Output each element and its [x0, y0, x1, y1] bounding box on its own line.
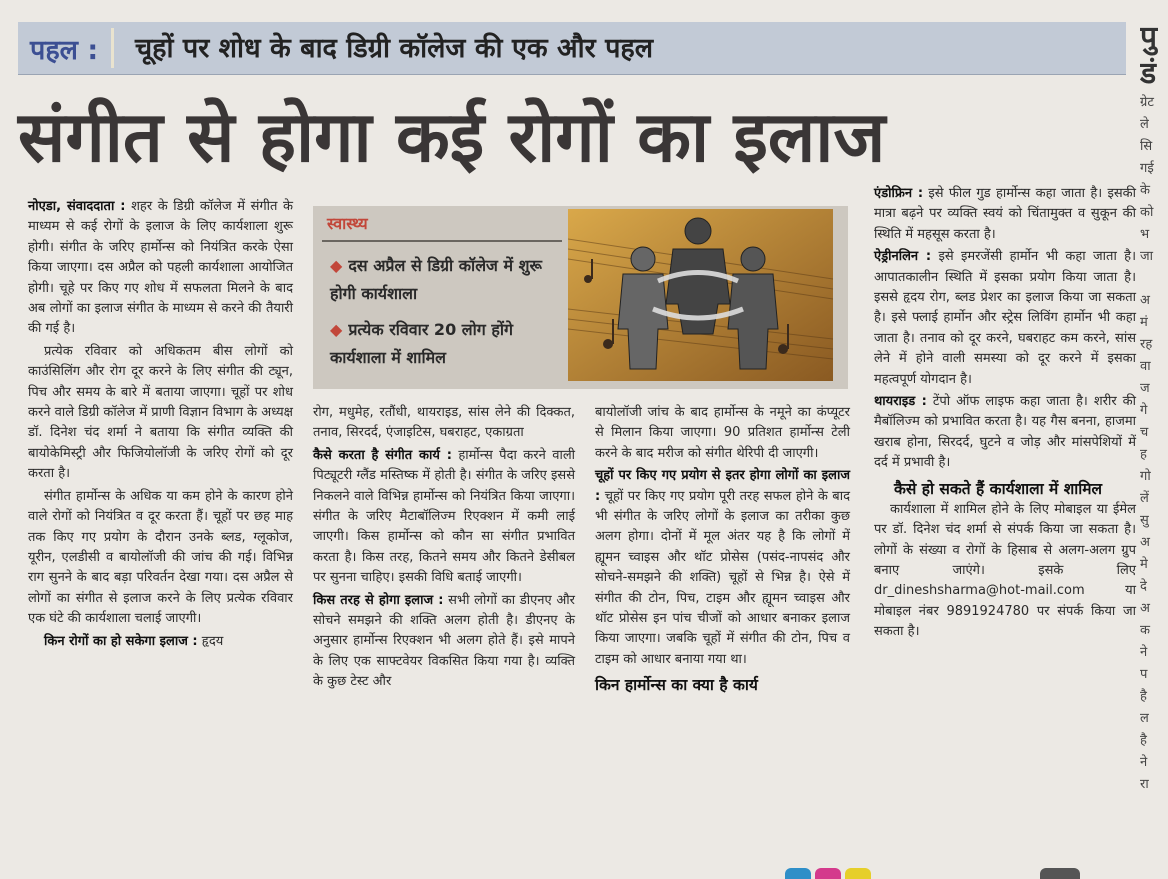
print-mark	[815, 868, 841, 879]
article-column-2	[313, 403, 575, 695]
adjacent-headline-fragment: पु डं	[1140, 20, 1158, 91]
music-people-icon	[568, 209, 833, 381]
paragraph: कैसे करता है संगीत कार्य : हार्मोन्स पैदा करने वाली पिट्यूटरी ग्लैंड मस्तिष्क में होती है। संगीत के जरिए इससे निकलने वाले विभिन्न हार्मोन्स को नियंत्रित किया जाएगा। संगीत के जरिए मैटाबॉलिज्म रिएक्शन में कमी लाई जाएगी। किस हार्मोन्स को कौन सा संगीत प्रभावित करता है। किस तरह, कितने समय और कितने डेसीबल पर सुनना चाहिए। इसकी विधि बताई जाएगी।	[313, 447, 576, 586]
paragraph: संगीत हार्मोन्स के अधिक या कम होने के कारण होने वाले रोगों को नियंत्रित व दूर करता हैं। चूहों पर छह माह तक किए गए प्रयोग के दौरान उनके ब्लड, ग्लूकोज, यूरीन, एलडीसी व बायोलॉजी की जांच की गई। विभिन्न राग सुनने के बाद बड़ा परिवर्तन देखा गया। दस अप्रैल से लोगों का संगीत से इलाज करने के लिए प्रत्येक रविवार एक घंटे की कार्यशाला चलाई जाएगी।	[28, 488, 293, 627]
adjacent-text-line: अ	[1140, 601, 1150, 616]
adjacent-text-line: रा	[1140, 777, 1149, 792]
adjacent-text-line: को	[1140, 205, 1154, 220]
adjacent-text-line: मे	[1140, 557, 1148, 572]
adjacent-text-line: गे	[1140, 403, 1148, 418]
adjacent-text-line: रह	[1140, 337, 1153, 352]
adjacent-text-line: ग्रेट	[1140, 95, 1154, 110]
adjacent-text-line: जा	[1140, 249, 1154, 264]
adjacent-text-line: भ	[1140, 227, 1150, 242]
paragraph: किन रोगों का हो सकेगा इलाज : हृदय	[44, 633, 224, 649]
kicker-text: चूहों पर शोध के बाद डिग्री कॉलेज की एक और पहल	[135, 33, 654, 64]
print-mark	[785, 868, 811, 879]
adjacent-text-line: ने	[1140, 755, 1148, 770]
paragraph: प्रत्येक रविवार को अधिकतम बीस लोगों को काउंसिलिंग और रोग दूर करने के लिए संगीत की ट्यून, पिच और समय के बारे में बताया जाएगा। चूहों पर शोध करने वाले डिग्री कॉलेज में प्राणी विज्ञान विभाग के अध्यक्ष डॉ. दिनेश चंद शर्मा ने बताया कि संगीत व्यक्ति की बायोकेमिस्ट्री और फिजियोलॉजी के जरिए रोगों को दूर करता है।	[28, 343, 293, 482]
adjacent-text-line: के	[1140, 183, 1150, 198]
section-subhead: कैसे हो सकते हैं कार्यशाला में शामिल	[894, 479, 1103, 498]
adjacent-text-line: है	[1140, 689, 1147, 704]
inline-subhead: एंडोफ्रिन :	[874, 186, 924, 201]
music-illustration	[568, 209, 833, 381]
kicker-label: पहल :	[30, 35, 99, 66]
inline-subhead: किस तरह से होगा इलाज :	[313, 592, 444, 608]
kicker-separator	[111, 28, 114, 68]
inline-subhead: ऐड्रीनलिन :	[874, 249, 932, 265]
adjacent-text-line: वा	[1140, 359, 1151, 374]
adjacent-text-line: ज	[1140, 381, 1150, 396]
inline-subhead: किन रोगों का हो सकेगा इलाज :	[44, 633, 198, 649]
info-box-tag: स्वास्थ्य	[327, 214, 368, 233]
headline: संगीत से होगा कई रोगों का इलाज	[18, 96, 886, 178]
print-mark	[1040, 868, 1080, 879]
adjacent-text-line	[1140, 268, 1168, 290]
adjacent-text-line: अ	[1140, 293, 1150, 308]
info-box-rule	[322, 240, 562, 242]
bullet-icon: ◆	[330, 320, 343, 339]
inline-subhead: कैसे करता है संगीत कार्य :	[313, 447, 452, 463]
adjacent-text-line: लें	[1140, 491, 1149, 506]
adjacent-text-line: है	[1140, 733, 1147, 748]
article-column-1	[28, 197, 293, 654]
paragraph: एंडोफ्रिन : इसे फील गुड हार्मोन्स कहा जाता है। इसकी मात्रा बढ़ने पर व्यक्ति स्वयं को चिंतामुक्त व सुकून की स्थिति में महसूस करता है।	[874, 186, 1137, 242]
info-box-bullet: ◆ प्रत्येक रविवार 20 लोग होंगे कार्यशाला में शामिल	[330, 320, 513, 367]
adjacent-text-line: ह	[1140, 447, 1147, 462]
info-box-bullet: ◆ दस अप्रैल से डिग्री कॉलेज में शुरू होगी कार्यशाला	[330, 256, 542, 303]
inline-subhead: चूहों पर किए गए प्रयोग से इतर होगा लोगों का इलाज :	[595, 468, 850, 504]
adjacent-text-fragment	[1140, 92, 1168, 796]
adjacent-text-line: गई	[1140, 161, 1154, 176]
paragraph: चूहों पर किए गए प्रयोग से इतर होगा लोगों का इलाज : चूहों पर किए गए प्रयोग पूरी तरह सफल होने के बाद भी संगीत के जरिए लोगों के इलाज का तरीका कुछ अलग होगा। दोनों में मूल अंतर यह है कि लोगों में ह्यूमन च्वाइस और थॉट प्रोसेस (पसंद-नापसंद और सोचने-समझने की शक्ति) चूहों से भिन्न है। ऐसे में संगीत की टोन, पिच, टाइम और ह्यूमन च्वाइस और थॉट प्रोसेस इन पांच चीजों को आधार बनाकर इलाज किया जाएगा। जबकि चूहों में संगीत की टोन, पिच व टाइम को आधार बनाया गया था।	[595, 468, 850, 667]
paragraph: नोएडा, संवाददाता : शहर के डिग्री कॉलेज में संगीत के माध्यम से कई रोगों के इलाज के लिए कार्यशाला शुरू होगी। संगीत के जरिए हार्मोन्स को नियंत्रित करके ऐसा किया जाएगा। दस अप्रैल को पहली कार्यशाला आयोजित होगी। चूहे पर किए गए शोध में सफलता मिलने के बाद अब लोगों का इलाज संगीत के माध्यम से करने की तैयारी की गई है।	[28, 199, 294, 337]
article-column-4	[874, 184, 1136, 645]
adjacent-text-line: अ	[1140, 535, 1150, 550]
adjacent-text-line: ले	[1140, 117, 1149, 132]
paragraph: बायोलॉजी जांच के बाद हार्मोन्स के नमूने का कंप्यूटर से मिलान किया जाएगा। 90 प्रतिशत हार्मोन्स टेली करने के बाद मरीज को संगीत थेरिपी दी जाएगी।	[595, 405, 850, 461]
print-mark	[845, 868, 871, 879]
adjacent-text-line: सु	[1140, 513, 1149, 528]
adjacent-text-line: प	[1140, 667, 1148, 682]
paragraph: रोग, मधुमेह, रतौंधी, थायराइड, सांस लेने की दिक्कत, तनाव, सिरदर्द, एंजाइटिस, घबराहट, एकाग्रता	[313, 405, 575, 441]
adjacent-text-line: ल	[1140, 711, 1149, 726]
dateline: नोएडा, संवाददाता :	[28, 199, 126, 214]
adjacent-text-line: मं	[1140, 315, 1148, 330]
paragraph: किस तरह से होगा इलाज : सभी लोगों का डीएनए और सोचने समझने की शक्ति अलग होती है। डीएनए के अनुसार हार्मोन्स रिएक्शन भी अलग होते हैं। इसे मापने के लिए एक साफ्टवेयर विकसित किया गया है। व्यक्ति के कुछ टेस्ट और	[313, 592, 576, 690]
section-subhead: किन हार्मोन्स का क्या है कार्य	[595, 676, 758, 695]
adjacent-text-line: ने	[1140, 645, 1148, 660]
article-column-3	[595, 403, 850, 696]
adjacent-text-line: सि	[1140, 139, 1153, 154]
adjacent-text-line: च	[1140, 425, 1149, 440]
inline-subhead: थायराइड :	[874, 394, 927, 410]
paragraph: थायराइड : टेंपो ऑफ लाइफ कहा जाता है। शरीर की मैबॉलिज्म को प्रभावित करता है। यह गैस बनना, हाजमा खराब होना, सिरदर्द, घुटने व जोड़ और मांसपेशियों में दर्द में प्रभावी है।	[874, 394, 1136, 471]
adjacent-text-line: गो	[1140, 469, 1151, 484]
paragraph: ऐड्रीनलिन : इसे इमरजेंसी हार्मोन भी कहा जाता है। आपातकालीन स्थिति में इसका प्रयोग किया जाता है। इससे हृदय रोग, ब्लड प्रेशर का इलाज किया जा सकता है। इसे फ्लाई हार्मोन और स्ट्रेस लिविंग हार्मोन भी कहा जाता है। तनाव को दूर करने, घबराहट कम करने, सांस लेने में होने वाली समस्या को दूर करने में इसका महत्वपूर्ण योगदान है।	[874, 249, 1136, 387]
adjacent-text-line: दे	[1140, 579, 1147, 594]
adjacent-article-edge	[1140, 20, 1168, 860]
adjacent-text-line: क	[1140, 623, 1150, 638]
bullet-icon: ◆	[330, 256, 343, 275]
paragraph: कार्यशाला में शामिल होने के लिए मोबाइल या ईमेल पर डॉ. दिनेश चंद शर्मा से संपर्क किया जा सकता है। लोगों के संख्या व रोगों के हिसाब से अलग-अलग ग्रुप बनाए जाएंगे। इसके लिए dr_dineshsharma@hot-mail.com या मोबाइल नंबर 9891924780 पर संपर्क किया जा सकता है।	[874, 501, 1136, 640]
